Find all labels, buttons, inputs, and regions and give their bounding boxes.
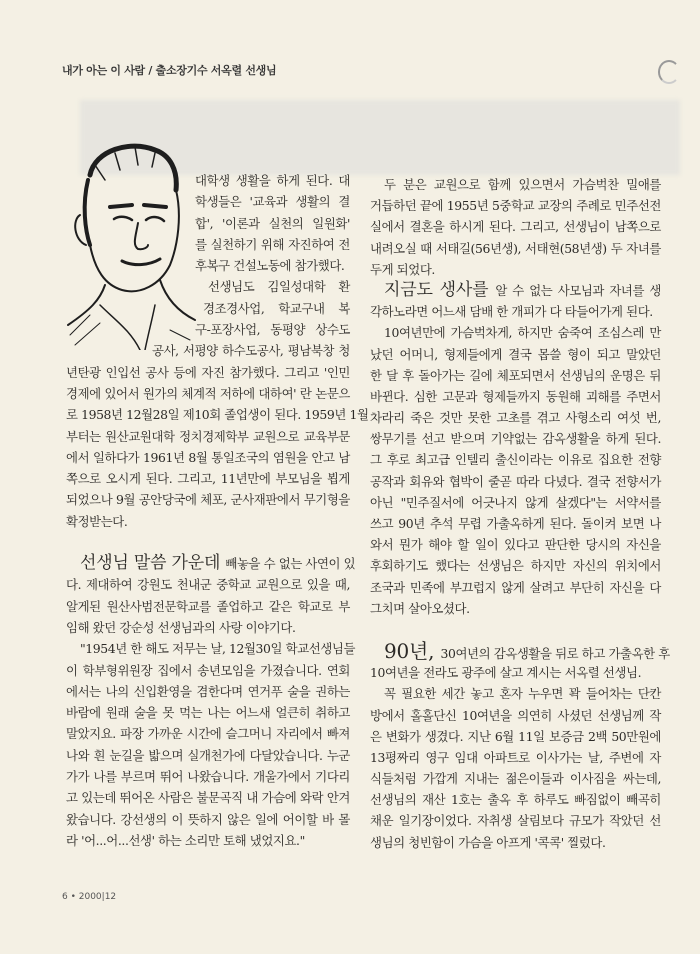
text-line: 그 후로 최고급 인텔리 출신이라는 이유로 집요한 전향 bbox=[370, 452, 661, 468]
text-line: 되었으나 9월 공안당국에 체포, 군사재판에서 무기형을 bbox=[66, 492, 350, 508]
paragraph bbox=[66, 553, 356, 638]
text-line: 채운 일기장이었다. 자취생 살림보다 규모가 작았던 선 bbox=[370, 813, 661, 829]
text-line: 경조경사업, 학교구내 복 bbox=[203, 300, 350, 316]
line-text: 알 수 없는 사모님과 자녀를 생 bbox=[495, 282, 661, 298]
text-line: 차라리 죽은 것만 못한 고초를 겪고 사형소리 여섯 번, bbox=[370, 410, 661, 426]
text-line: 바뀐다. 심한 고문과 형제들까지 동원해 괴해를 주면서 bbox=[370, 388, 661, 404]
text-line: 내려오실 때 서태길(56년생), 서태현(58년생) 두 자녀를 bbox=[370, 240, 661, 256]
text-line: 구-포장사업, 동평양 상수도 bbox=[195, 322, 350, 338]
text-line: 부터는 원산교원대학 정치경제학부 교원으로 교육부문 bbox=[66, 428, 350, 444]
text-line: 났던 어머니, 형제들에게 결국 몹쓸 형이 되고 말았던 bbox=[370, 346, 661, 362]
text-line: 가가 나를 부르며 뛰어 나왔습니다. 개울가에서 기다리 bbox=[66, 769, 350, 785]
page-number: 6 • 2000|12 bbox=[62, 892, 117, 902]
text-line: 그치며 살아오셨다. bbox=[370, 600, 470, 616]
text-line: 왔습니다. 강선생의 이 뜻하지 않은 일에 어이할 바 몰 bbox=[66, 811, 350, 827]
binder-hole-mark bbox=[658, 60, 680, 84]
text-line: 은 변화가 생겼다. 지난 6월 11일 보증금 2백 50만원에 bbox=[370, 728, 661, 744]
text-line bbox=[66, 553, 356, 574]
lead-in-phrase: 선생님 말씀 가운데 bbox=[80, 553, 226, 574]
text-line: 후복구 건설노동에 참가했다. bbox=[195, 258, 345, 274]
text-line: 생님의 청빈함이 가슴을 아프게 '콕콕' 찔렀다. bbox=[370, 834, 606, 850]
text-line bbox=[370, 638, 670, 663]
text-line: 경제에 있어서 원가의 체계적 저하에 대하여' 란 논문으 bbox=[66, 385, 350, 401]
text-line: 13평짜리 영구 임대 아파트로 이사가는 날, 주변에 자 bbox=[370, 749, 661, 765]
text-line: 대학생 생활을 하게 된다. 대 bbox=[195, 173, 350, 188]
text-line: 실에서 결혼을 하시게 된다. 그리고, 선생님이 남쪽으로 bbox=[370, 219, 661, 235]
text-line: 나와 흰 눈길을 밟으며 실개천가에 다달았습니다. 누군 bbox=[66, 747, 350, 763]
text-line: 이 학부형위원장 집에서 송년모임을 가졌습니다. 연회 bbox=[66, 662, 350, 678]
text-line: 10여년을 전라도 광주에 살고 계시는 서옥렬 선생님. bbox=[370, 665, 642, 681]
text-line: "1954년 한 해도 저무는 날, 12월30일 학교선생님들 bbox=[80, 641, 356, 657]
text-line: 선생님의 재산 1호는 출옥 후 하루도 빠짐없이 빼곡히 bbox=[370, 792, 661, 808]
paragraph bbox=[66, 276, 369, 532]
text-line: 선생님도 김일성대학 환 bbox=[208, 279, 350, 295]
text-line: 방에서 홀홀단신 10여년을 의연히 사셨던 선생님께 작 bbox=[370, 707, 661, 723]
section-header: 내가 아는 이 사람 / 출소장기수 서옥렬 선생님 bbox=[62, 64, 277, 77]
lead-in-phrase: 90년, bbox=[384, 638, 441, 663]
text-line: 쓰고 90년 추석 무렵 가출옥하게 된다. 돌이켜 보면 나 bbox=[370, 516, 661, 531]
text-line: 공사, 서평양 하수도공사, 평남북창 청 bbox=[152, 343, 350, 359]
text-line: 알게된 원산사범전문학교를 졸업하고 같은 학교로 부 bbox=[66, 598, 350, 614]
text-line: 후회하기도 했다는 선생님은 하지만 자신의 위치에서 bbox=[370, 558, 661, 574]
text-line: 학생들은 '교육과 생활의 결 bbox=[195, 194, 350, 210]
text-line: 식들처럼 가깝게 지내는 젊은이들과 이사짐을 싸는데, bbox=[370, 771, 661, 787]
line-text: 30여년의 감옥생활을 뒤로 하고 가출옥한 후 bbox=[440, 645, 670, 661]
text-line: 와서 뭔가 해야 할 일이 있다고 판단한 당시의 자신을 bbox=[370, 537, 661, 553]
text-line: 공작과 회유와 협박이 줄곧 따라 다녔다. 결국 전향서가 bbox=[370, 473, 661, 489]
text-line: 두 분은 교원으로 함께 있으면서 가슴벅찬 밀애를 bbox=[384, 177, 661, 192]
paragraph bbox=[370, 174, 661, 280]
text-line: 에서는 나의 신입환영을 겸한다며 연거푸 술을 권하는 bbox=[66, 683, 350, 699]
text-line: 합', '이론과 실천의 일원화' bbox=[195, 215, 350, 231]
text-line: 10여년만에 가슴벅차게, 하지만 숨죽여 조심스레 만 bbox=[384, 325, 661, 341]
text-line bbox=[370, 280, 661, 301]
text-line: 라 '어...어...선생' 하는 소리만 토해 냈었지요." bbox=[66, 832, 305, 848]
text-line: 쪽으로 오시게 된다. 그리고, 11년만에 부모님을 뵙게 bbox=[66, 471, 350, 487]
left-column bbox=[66, 170, 369, 851]
text-line: 바람에 원래 술을 못 먹는 나는 어느새 얼큰히 취하고 bbox=[66, 705, 350, 721]
text-line: 로 1958년 12월28일 제10회 졸업생이 된다. 1959년 1월 bbox=[66, 407, 369, 423]
lead-in-phrase: 지금도 생사를 bbox=[384, 279, 496, 300]
text-line: 년탄광 인입선 공사 등에 자진 참가했다. 그리고 '인민 bbox=[66, 364, 350, 380]
text-line: 다. 제대하여 강원도 천내군 중학교 교원으로 있을 때, bbox=[66, 577, 350, 593]
right-column bbox=[370, 174, 670, 853]
text-line: 조국과 민족에 부끄럽지 않게 살려고 부단히 자신을 다 bbox=[370, 579, 661, 595]
paragraph bbox=[66, 638, 356, 851]
text-line: 아닌 "민주질서에 어긋나지 않게 살겠다"는 서약서를 bbox=[370, 494, 661, 510]
text-line: 각하노라면 어느새 담배 한 개피가 다 타들어가게 된다. bbox=[370, 304, 653, 320]
paragraph bbox=[370, 683, 661, 853]
text-line: 한 달 후 돌아가는 길에 체포되면서 선생님의 운명은 뒤 bbox=[370, 367, 661, 383]
text-line: 임해 왔던 강순성 선생님과의 사랑 이야기다. bbox=[66, 619, 296, 635]
text-line: 확정받는다. bbox=[66, 513, 128, 529]
paragraph bbox=[370, 280, 661, 322]
text-line: 쌍무기를 선고 받으며 기약없는 감옥생활을 하게 된다. bbox=[370, 431, 661, 447]
text-line: 에서 일하다가 1961년 8월 통일조국의 염원을 안고 남 bbox=[66, 449, 350, 465]
paragraph bbox=[370, 322, 661, 619]
text-line: 말았지요. 파장 가까운 시간에 슬그머니 자리에서 빠져 bbox=[66, 726, 350, 742]
paragraph bbox=[370, 638, 670, 683]
text-line: 꼭 필요한 세간 놓고 혼자 누우면 꽉 들어차는 단칸 bbox=[384, 686, 661, 702]
text-line: 고 있는데 뛰어온 사람은 불문곡직 내 가슴에 와락 안겨 bbox=[66, 790, 350, 806]
line-text: 빼놓을 수 없는 사연이 있 bbox=[225, 556, 356, 572]
text-line: 거듭하던 끝에 1955년 5중학교 교장의 주례로 민주선전 bbox=[370, 198, 661, 214]
paragraph bbox=[66, 170, 350, 276]
text-line: 두게 되었다. bbox=[370, 261, 435, 277]
text-line: 를 실천하기 위해 자진하여 전 bbox=[195, 236, 350, 252]
